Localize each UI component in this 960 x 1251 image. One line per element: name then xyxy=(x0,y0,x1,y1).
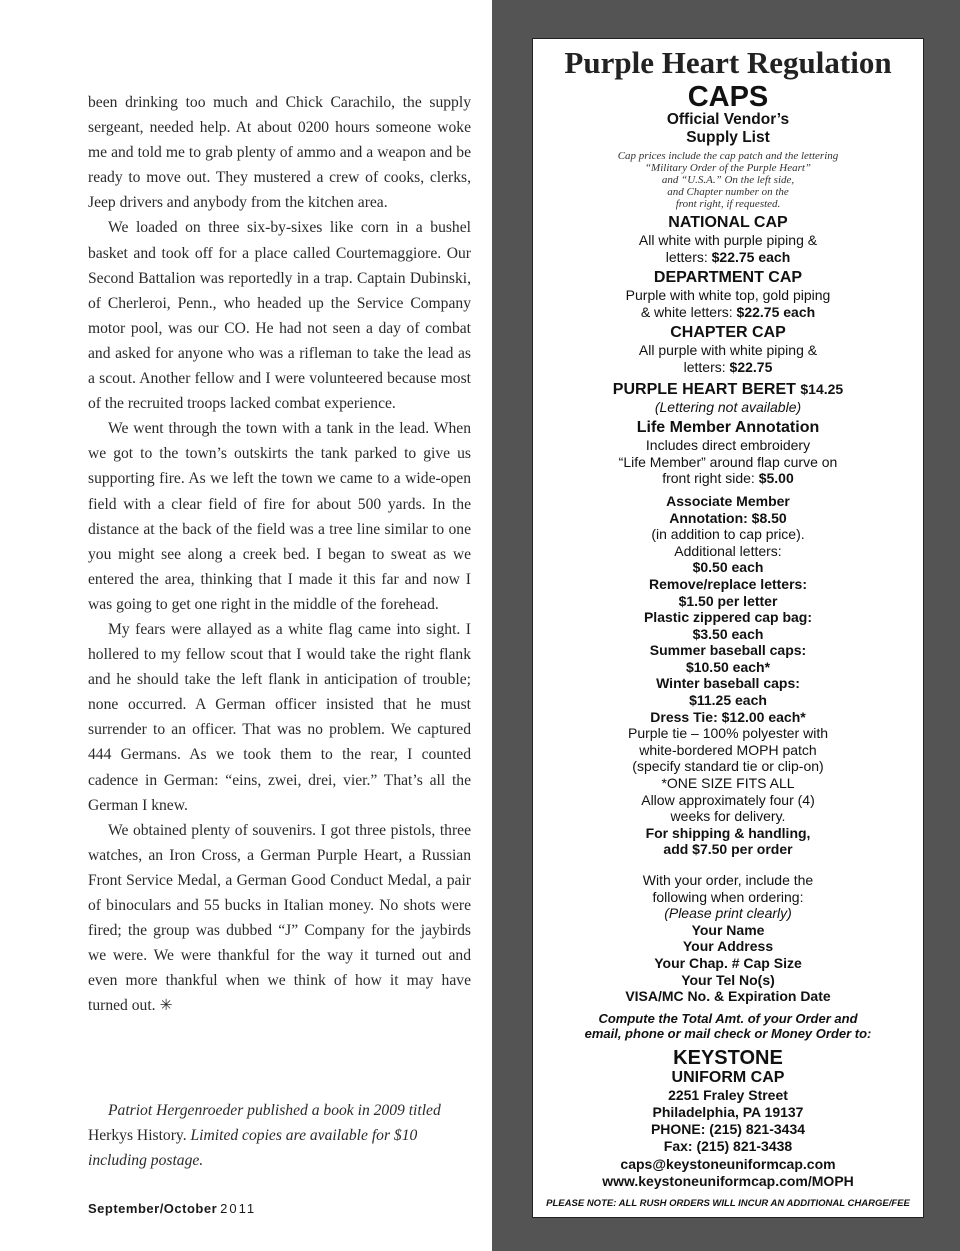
ad-note-line: “Military Order of the Purple Heart” xyxy=(644,162,812,174)
cap-bag: Plastic zippered cap bag: xyxy=(643,609,813,626)
department-cap-heading: DEPARTMENT CAP xyxy=(653,269,803,287)
tie-desc: *ONE SIZE FITS ALL xyxy=(661,775,795,792)
credit-book-title: Herkys History. xyxy=(88,1127,187,1145)
end-mark-icon: ✳ xyxy=(159,997,173,1015)
footer-month: September/October xyxy=(88,1201,218,1216)
ad-subtitle-1: Official Vendor’s xyxy=(666,111,790,128)
national-cap-desc-2 xyxy=(533,249,923,266)
credit-text-1: Patriot Hergenroeder published a book in 2009 titled xyxy=(108,1102,441,1119)
page-footer xyxy=(88,1201,256,1216)
ad-price-note xyxy=(533,150,923,210)
summer-caps: Summer baseball caps: xyxy=(649,642,807,659)
chapter-cap-desc: All purple with white piping & xyxy=(638,342,818,359)
life-member-desc: “Life Member” around flap curve on xyxy=(618,453,838,470)
ad-note-line: Cap prices include the cap patch and the lettering xyxy=(617,150,839,162)
article-paragraph-2: We loaded on three six-by-sixes like corn in a bushel basket and took off for a place called Courtemaggiore. Our Second Battalion was reportedly in a trap. Captain Dubinski, of Cherleroi, Penn., who headed up the Service Company motor pool, was our CO. He had not seen a day of combat and asked for anyone who was a rifleman to take the lead as a scout. Another fellow and I were volunteered because most of the recruited troops lacked combat experience. xyxy=(88,219,471,413)
rush-order-note: PLEASE NOTE: ALL RUSH ORDERS WILL INCUR AN ADDITIONAL CHARGE/FEE xyxy=(546,1197,910,1209)
dress-tie: Dress Tie: $12.00 each* xyxy=(650,708,806,725)
chapter-cap-desc-2 xyxy=(533,359,923,376)
chapter-cap-price: $22.75 xyxy=(729,358,773,375)
shipping-line: For shipping & handling, xyxy=(645,824,811,841)
ad-note-line: and Chapter number on the xyxy=(667,186,789,198)
national-cap-desc-text: letters: xyxy=(665,248,712,265)
compute-note: Compute the Total Amt. of your Order and xyxy=(598,1010,858,1026)
department-cap-desc-2 xyxy=(533,304,923,321)
order-item: Your Address xyxy=(682,938,774,955)
author-credit xyxy=(88,1098,473,1173)
company-name-2: UNIFORM CAP xyxy=(671,1068,785,1086)
life-member-desc: Includes direct embroidery xyxy=(645,437,811,454)
ad-note-line: and “U.S.A.” On the left side, xyxy=(661,174,795,186)
company-email: caps@keystoneuniformcap.com xyxy=(620,1155,836,1172)
vendor-advertisement xyxy=(532,38,924,1218)
article-paragraph-5-text: We obtained plenty of souvenirs. I got three pistols, three watches, an Iron Cross, a German Purple Heart, a Russian Front Service Medal, a German Good Conduct Medal, a pair of binoculars and 55 bucks in Italian money. No shots were fired; the group was dubbed “J” Company for the jaybirds we were. We were thankful for the way it turned out and even more thankful when we think of how it may have turned out. xyxy=(88,821,471,1015)
tie-desc: white-bordered MOPH patch xyxy=(639,741,817,758)
life-member-price: $5.00 xyxy=(758,470,794,487)
national-cap-heading: NATIONAL CAP xyxy=(668,214,788,231)
article-paragraph-3: We went through the town with a tank in the lead. When we got to the town’s outskirts the tank parked to give us supporting fire. As we left the town we came to a wide-open field with a clear field of fire for about 500 yards. In the distance at the back of the field was a tree line similar to one you might see along a creek bed. I began to sweat as we entered the area, thinking that I made it this far and now I was going to get one right in the middle of the forehead. xyxy=(88,420,471,613)
cap-bag-price: $3.50 each xyxy=(692,625,764,642)
company-fax: Fax: (215) 821-3438 xyxy=(663,1138,793,1155)
article-paragraph-5 xyxy=(88,818,471,1019)
tie-desc: Allow approximately four (4) xyxy=(641,791,815,808)
tie-desc: weeks for delivery. xyxy=(670,808,786,825)
associate-member: Associate Member xyxy=(666,492,790,509)
ad-title: Purple Heart Regulation xyxy=(564,45,892,80)
national-cap-price: $22.75 each xyxy=(711,248,791,265)
shipping-price: add $7.50 per order xyxy=(663,841,793,858)
company-name: KEYSTONE xyxy=(673,1046,783,1069)
tie-desc: (specify standard tie or clip-on) xyxy=(632,758,824,775)
footer-year: 2011 xyxy=(220,1201,257,1216)
ad-subtitle-2: Supply List xyxy=(686,129,770,146)
order-print-note: (Please print clearly) xyxy=(664,905,792,922)
remove-letters: Remove/replace letters: xyxy=(649,575,807,592)
company-phone: PHONE: (215) 821-3434 xyxy=(650,1121,806,1138)
beret-price: $14.25 xyxy=(800,380,844,397)
order-item: Your Name xyxy=(691,921,765,938)
chapter-cap-heading: CHAPTER CAP xyxy=(670,324,786,342)
order-item: Your Tel No(s) xyxy=(681,971,775,988)
department-cap-desc: Purple with white top, gold piping xyxy=(625,287,831,304)
ad-note-line: front right, if requested. xyxy=(675,198,781,210)
summer-caps-price: $10.50 each* xyxy=(685,658,771,675)
article-paragraph-1: been drinking too much and Chick Carachilo, the supply sergeant, needed help. At about 0200 hours someone woke me and told me to grab plenty of ammo and a weapon and be ready to move out. They mustered a crew of cooks, clerks, Jeep drivers and anybody from the kitchen area. xyxy=(88,94,471,212)
ad-caps-heading: CAPS xyxy=(687,81,769,113)
additional-letters-price: $0.50 each xyxy=(692,559,764,576)
associate-member-price: Annotation: $8.50 xyxy=(669,509,787,526)
company-address: 2251 Fraley Street xyxy=(668,1086,788,1103)
order-item: VISA/MC No. & Expiration Date xyxy=(625,988,831,1005)
company-city: Philadelphia, PA 19137 xyxy=(652,1103,804,1120)
order-intro: following when ordering: xyxy=(652,888,804,905)
compute-note: email, phone or mail check or Money Order to: xyxy=(584,1026,872,1042)
order-item: Your Chap. # Cap Size xyxy=(654,954,802,971)
tie-desc: Purple tie – 100% polyester with xyxy=(628,725,828,742)
associate-note: (in addition to cap price). xyxy=(651,526,805,543)
beret-label: PURPLE HEART BERET xyxy=(612,380,796,398)
additional-letters: Additional letters: xyxy=(674,542,782,559)
beret-heading xyxy=(533,380,923,399)
article-paragraph-4: My fears were allayed as a white flag came into sight. I hollered to my fellow scout that I would take the right flank and he should take the left flank in anticipation of trouble; none occurred. A German officer insisted that he must surrender to an officer. That was no problem. We captured 444 Germans. As we took them to the rear, I counted cadence in German: “eins, zwei, drei, vier.” That’s all the German I knew. xyxy=(88,620,471,814)
beret-note: (Lettering not available) xyxy=(654,398,802,415)
life-member-desc-3 xyxy=(533,470,923,487)
credit-text-2: Limited copies are available for $10 including postage. xyxy=(88,1127,418,1170)
life-member-desc-text: front right side: xyxy=(662,470,759,487)
company-website: www.keystoneuniformcap.com/MOPH xyxy=(602,1172,854,1189)
department-cap-desc-text: & white letters: xyxy=(640,303,737,320)
national-cap-desc: All white with purple piping & xyxy=(638,232,818,248)
life-member-heading: Life Member Annotation xyxy=(636,419,820,437)
order-intro: With your order, include the xyxy=(642,872,814,888)
winter-caps: Winter baseball caps: xyxy=(656,675,800,692)
remove-letters-price: $1.50 per letter xyxy=(678,592,778,609)
chapter-cap-desc-text: letters: xyxy=(683,358,730,375)
article-body xyxy=(88,90,471,1018)
department-cap-price: $22.75 each xyxy=(736,303,816,320)
winter-caps-price: $11.25 each xyxy=(689,692,767,709)
